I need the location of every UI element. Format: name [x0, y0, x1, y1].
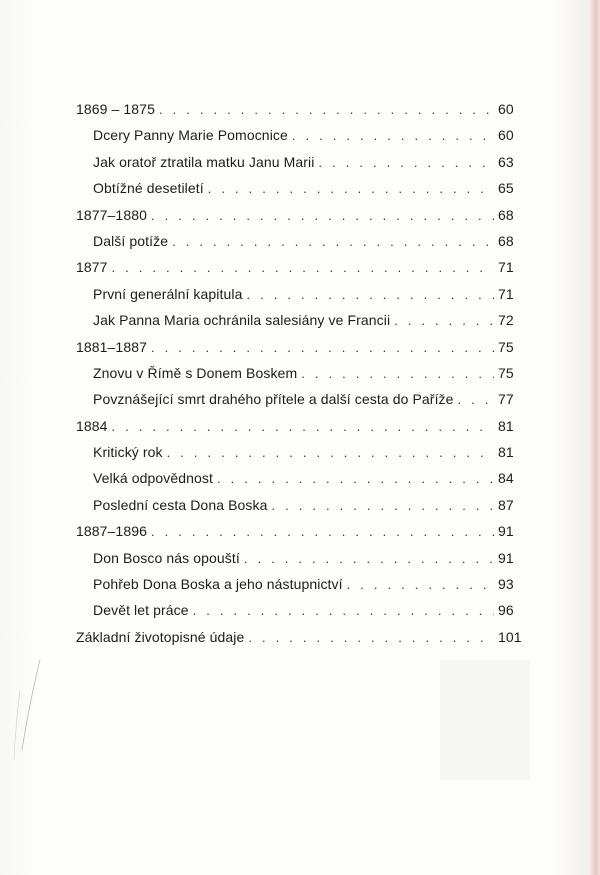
toc-row [76, 149, 512, 175]
toc-row [76, 545, 512, 571]
toc-title: Velká odpovědnost [93, 470, 214, 487]
toc-page-number: 63 [498, 153, 514, 170]
toc-title: Pohřeb Dona Boska a jeho nástupnictví [93, 576, 343, 593]
toc-row [76, 96, 512, 122]
dot-leader [167, 440, 494, 466]
toc-row [76, 465, 512, 491]
dot-leader [244, 546, 494, 572]
toc-row [76, 334, 512, 360]
toc-page-number: 84 [498, 470, 514, 487]
toc-page-number: 72 [498, 312, 514, 329]
table-of-contents [76, 96, 522, 650]
toc-page-number: 87 [498, 496, 514, 513]
toc-row [76, 307, 512, 333]
toc-row [76, 439, 512, 465]
toc-page-number: 68 [498, 232, 514, 249]
toc-title: Don Bosco nás opouští [93, 549, 240, 566]
dot-leader [193, 598, 494, 624]
toc-page-number: 91 [498, 523, 514, 540]
toc-title: Povznášející smrt drahého přítele a další cesta do Paříže [93, 391, 454, 408]
toc-page-number: 75 [498, 364, 514, 381]
toc-title: Základní životopisné údaje [76, 628, 245, 645]
toc-row [76, 571, 512, 597]
dot-leader [112, 255, 494, 281]
toc-title: 1881–1887 [76, 338, 147, 355]
toc-title: 1869 – 1875 [76, 101, 155, 117]
toc-row [76, 624, 522, 650]
dot-leader [217, 466, 494, 492]
toc-title: Dcery Panny Marie Pomocnice [93, 127, 288, 144]
dot-leader [151, 519, 494, 545]
toc-title: 1877 [76, 259, 108, 276]
toc-row [76, 202, 512, 228]
dot-leader [394, 308, 494, 334]
toc-row [76, 122, 512, 148]
toc-title: Jak Panna Maria ochránila salesiány ve Francii [93, 312, 391, 329]
toc-title: Devět let práce [93, 602, 189, 619]
dot-leader [159, 97, 494, 123]
toc-title: 1884 [76, 417, 108, 434]
toc-page-number: 81 [498, 417, 514, 434]
toc-title: 1887–1896 [76, 523, 147, 540]
page-edge [590, 0, 600, 875]
toc-title: Poslední cesta Dona Boska [93, 496, 268, 513]
toc-row [76, 175, 512, 201]
toc-title: Kritický rok [93, 444, 163, 461]
dot-leader [151, 203, 494, 229]
dot-leader [272, 493, 495, 519]
toc-page-number: 60 [498, 101, 514, 117]
toc-page-number: 71 [498, 259, 514, 276]
toc-page-number: 71 [498, 285, 514, 302]
dot-leader [301, 361, 494, 387]
dot-leader [458, 387, 494, 413]
toc-row [76, 281, 512, 307]
toc-title: 1877–1880 [76, 206, 147, 223]
dot-leader [112, 414, 494, 440]
toc-row [76, 360, 512, 386]
toc-page-number: 68 [498, 206, 514, 223]
toc-title: Další potíže [93, 232, 169, 249]
dot-leader [247, 282, 495, 308]
toc-row [76, 492, 512, 518]
toc-row [76, 518, 512, 544]
toc-row [76, 228, 512, 254]
dot-leader [292, 123, 494, 149]
dot-leader [208, 176, 494, 202]
toc-page-number: 81 [498, 444, 514, 461]
toc-row [76, 386, 512, 412]
dot-leader [248, 625, 494, 651]
dot-leader [151, 335, 494, 361]
toc-page-number: 101 [498, 628, 522, 645]
toc-row [76, 413, 512, 439]
toc-title: Jak oratoř ztratila matku Janu Marii [93, 153, 315, 170]
dot-leader [318, 150, 494, 176]
dot-leader [347, 572, 494, 598]
toc-page-number: 93 [498, 576, 514, 593]
toc-page-number: 91 [498, 549, 514, 566]
toc-row [76, 597, 512, 623]
toc-row [76, 254, 512, 280]
toc-page-number: 75 [498, 338, 514, 355]
toc-page-number: 96 [498, 602, 514, 619]
toc-page-number: 60 [498, 127, 514, 144]
toc-title: Znovu v Římě s Donem Boskem [93, 364, 298, 381]
toc-title: První generální kapitula [93, 285, 243, 302]
toc-page-number: 77 [498, 391, 514, 408]
toc-page-number: 65 [498, 180, 514, 197]
toc-title: Obtížné desetiletí [93, 180, 204, 197]
dot-leader [172, 229, 494, 255]
